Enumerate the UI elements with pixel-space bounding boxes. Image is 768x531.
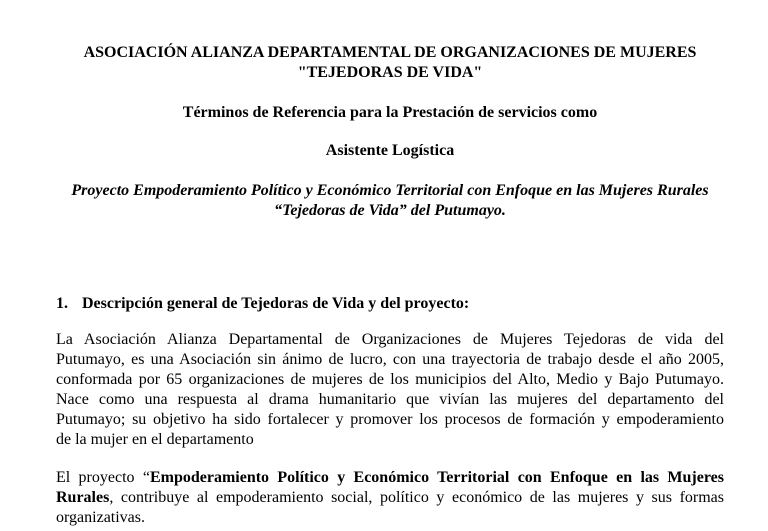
- paragraph-line: conformada por 65 organizaciones de mujeres de los municipios del Alto, Medio y Bajo Putumayo.: [56, 371, 724, 388]
- project-title-line-2: “Tejedoras de Vida” del Putumayo.: [274, 202, 506, 219]
- project-name-bold-continued: Rurales: [56, 489, 110, 506]
- project-name-bold: Empoderamiento Político y Económico Territorial con Enfoque en las Mujeres: [149, 469, 724, 486]
- project-title: [40, 181, 740, 221]
- project-description-paragraph: [56, 468, 724, 528]
- organization-title: [40, 43, 740, 83]
- organization-title-line-2: "TEJEDORAS DE VIDA": [297, 64, 483, 81]
- project-title-line-1: Proyecto Empoderamiento Político y Económico Territorial con Enfoque en las Mujeres Rurales: [71, 182, 709, 199]
- paragraph-line: organizativas.: [56, 509, 146, 526]
- paragraph-line: La Asociación Alianza Departamental de Organizaciones de Mujeres Tejedoras de vida del: [56, 331, 724, 348]
- paragraph-line: [56, 468, 724, 488]
- paragraph-line: Putumayo, es una Asociación sin ánimo de lucro, con una trayectoria de trabajo desde el año 2005,: [56, 351, 724, 368]
- paragraph-line: de la mujer en el departamento: [56, 431, 254, 448]
- organization-description-paragraph: [56, 330, 724, 450]
- paragraph-line: [56, 488, 724, 508]
- paragraph-text: , contribuye al empoderamiento social, político y económico de las mujeres y sus formas: [109, 489, 724, 506]
- organization-title-line-1: ASOCIACIÓN ALIANZA DEPARTAMENTAL DE ORGANIZACIONES DE MUJERES: [83, 44, 697, 61]
- paragraph-line: Nace como una respuesta al drama humanitario que vivían las mujeres del departamento del: [56, 391, 724, 408]
- section-number: 1.: [56, 295, 68, 312]
- section-heading: [56, 294, 469, 314]
- paragraph-line: Putumayo; su objetivo ha sido fortalecer y promover los procesos de formación y empoderamiento: [56, 411, 724, 428]
- role-title: Asistente Logística: [325, 142, 455, 159]
- section-heading-text: Descripción general de Tejedoras de Vida y del proyecto:: [82, 295, 470, 312]
- paragraph-prefix: El proyecto “: [56, 469, 150, 486]
- terms-of-reference-title: Términos de Referencia para la Prestación de servicios como: [182, 104, 598, 121]
